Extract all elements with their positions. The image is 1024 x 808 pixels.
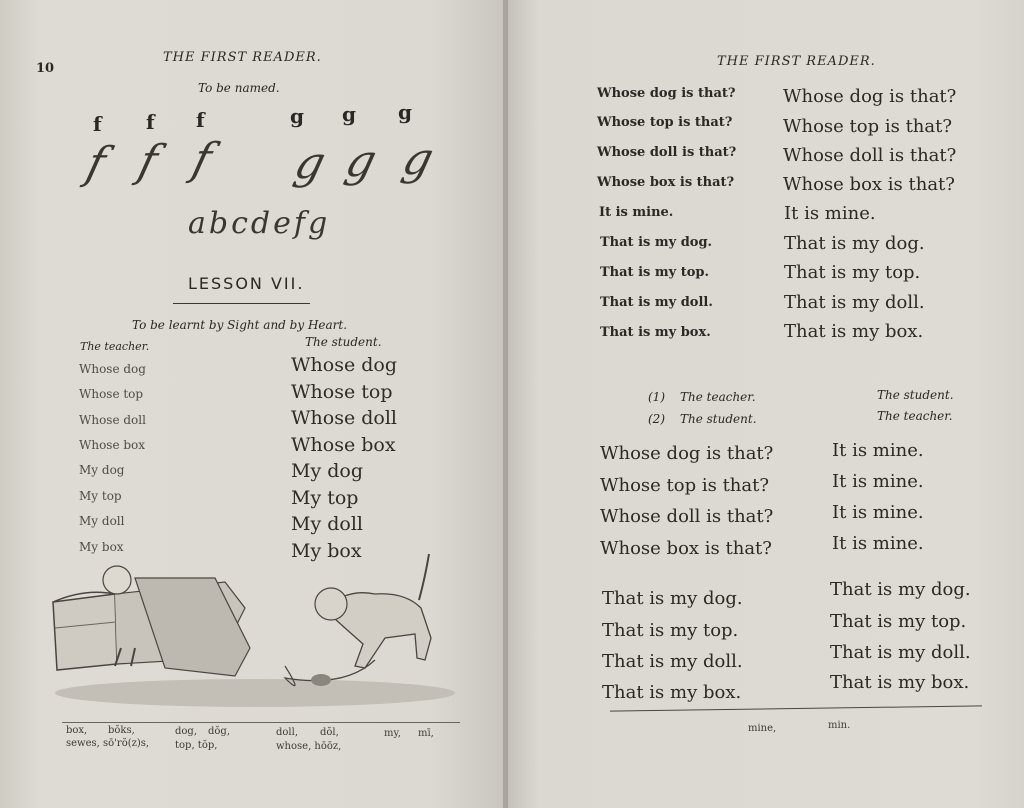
teacher-line: Whose box: [79, 438, 146, 452]
big-line: Whose doll is that?: [783, 145, 957, 166]
running-head: THE FIRST READER.: [717, 54, 876, 69]
role-left: The student.: [680, 412, 757, 426]
big-line: That is my top.: [784, 262, 921, 283]
footnote-pron: min.: [828, 720, 851, 731]
print-letter: f: [146, 110, 155, 134]
teacher-line: Whose doll: [79, 413, 146, 427]
script-letter: f: [81, 138, 111, 189]
dialogue-question: Whose top is that?: [600, 475, 770, 496]
footnote-rule: [610, 705, 982, 711]
dialogue-question: Whose doll is that?: [600, 506, 774, 527]
teacher-line: My box: [79, 540, 124, 554]
script-letter: g: [289, 138, 331, 189]
script-letter: f: [133, 136, 163, 187]
teacher-line: My top: [79, 489, 122, 503]
dialogue-answer: It is mine.: [832, 533, 924, 554]
footnote-word: doll,: [276, 727, 298, 738]
dialogue-answer: It is mine.: [832, 440, 924, 461]
script-letter: g: [340, 136, 382, 187]
closing-left: That is my dog.: [602, 588, 743, 609]
big-line: That is my doll.: [784, 292, 925, 313]
illustration-doll-box-dog: [45, 548, 465, 718]
small-line: Whose top is that?: [597, 115, 733, 130]
print-letter: g: [290, 104, 304, 128]
closing-right: That is my dog.: [830, 579, 971, 600]
print-letter: g: [398, 100, 412, 124]
teacher-line: My dog: [79, 463, 125, 477]
dialogue-question: Whose dog is that?: [600, 443, 774, 464]
student-line: My top: [291, 487, 359, 509]
teacher-heading: The teacher.: [80, 340, 150, 353]
student-line: Whose top: [291, 381, 393, 403]
big-line: Whose box is that?: [783, 174, 955, 195]
role-right: The student.: [877, 388, 954, 402]
dialogue-question: Whose box is that?: [600, 538, 772, 559]
to-be-named-label: To be named.: [198, 81, 280, 95]
role-number: (2): [648, 412, 665, 426]
print-letter: f: [196, 108, 205, 132]
footnote-line: sewes, sō'rŏ(z)s,: [66, 738, 150, 749]
page-number: 10: [36, 61, 55, 76]
teacher-line: Whose dog: [79, 362, 146, 376]
closing-right: That is my top.: [830, 611, 967, 632]
small-line: That is my top.: [600, 265, 709, 280]
script-letter: g: [397, 134, 439, 185]
footnote-line: whose, hōōz,: [276, 741, 342, 752]
student-line: My dog: [291, 460, 363, 482]
closing-left: That is my top.: [602, 620, 739, 641]
print-letter: g: [342, 102, 356, 126]
big-line: Whose top is that?: [783, 116, 953, 137]
student-heading: The student.: [305, 335, 382, 349]
role-right: The teacher.: [877, 409, 953, 423]
print-letter: f: [93, 112, 102, 136]
small-line: Whose doll is that?: [597, 145, 737, 160]
big-line: Whose dog is that?: [783, 86, 957, 107]
student-line: Whose box: [291, 434, 396, 456]
closing-left: That is my box.: [602, 682, 742, 703]
closing-left: That is my doll.: [602, 651, 743, 672]
script-alphabet: abcdefg: [188, 206, 331, 241]
student-line: Whose doll: [291, 407, 397, 429]
right-page: [508, 0, 1024, 808]
student-line: Whose dog: [291, 354, 398, 376]
big-line: That is my box.: [784, 321, 924, 342]
lesson-title: LESSON VII.: [188, 274, 305, 293]
small-line: Whose box is that?: [597, 175, 735, 190]
footnote-pron: dŏl,: [320, 727, 339, 738]
role-left: The teacher.: [680, 390, 756, 404]
role-number: (1): [648, 390, 665, 404]
footnote-word: mine,: [748, 723, 777, 734]
footnote-line: top, tŏp,: [175, 740, 218, 751]
running-head: THE FIRST READER.: [163, 50, 322, 65]
big-line: That is my dog.: [784, 233, 925, 254]
footnote-word: my,: [384, 728, 401, 739]
teacher-line: My doll: [79, 514, 125, 528]
closing-right: That is my doll.: [830, 642, 971, 663]
small-line: That is my box.: [600, 325, 711, 340]
lesson-rule: [173, 303, 310, 304]
footnote-pron: dŏg,: [208, 726, 231, 737]
footnote-rule: [62, 722, 460, 723]
dialogue-answer: It is mine.: [832, 471, 924, 492]
small-line: It is mine.: [599, 205, 674, 220]
footnote-word: dog,: [175, 726, 198, 737]
left-page: [0, 0, 505, 808]
student-line: My box: [291, 540, 362, 562]
small-line: That is my dog.: [600, 235, 713, 250]
small-line: Whose dog is that?: [597, 86, 736, 101]
footnote-pron: mī,: [418, 728, 434, 739]
teacher-line: Whose top: [79, 387, 144, 401]
instruction: To be learnt by Sight and by Heart.: [132, 318, 348, 332]
small-line: That is my doll.: [600, 295, 713, 310]
script-letter: f: [187, 134, 217, 185]
student-line: My doll: [291, 513, 363, 535]
footnote-word: box,: [66, 725, 88, 736]
footnote-pron: bŏks,: [108, 725, 135, 736]
dialogue-answer: It is mine.: [832, 502, 924, 523]
closing-right: That is my box.: [830, 672, 970, 693]
big-line: It is mine.: [784, 203, 876, 224]
